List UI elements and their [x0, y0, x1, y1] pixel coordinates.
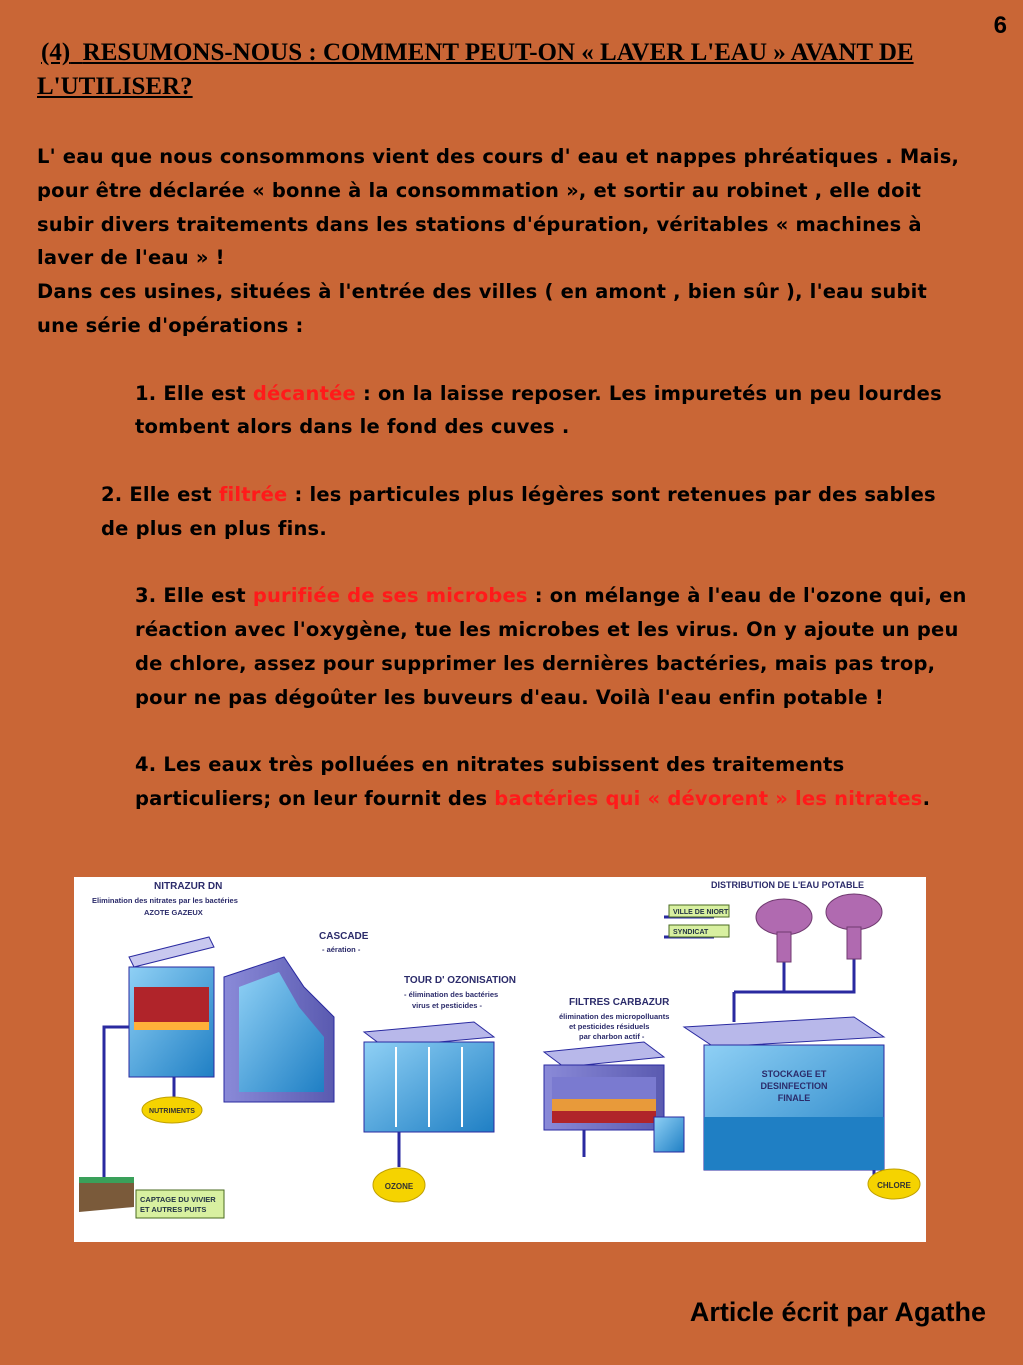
step-3-highlight: purifiée de ses microbes	[252, 584, 528, 608]
water-treatment-diagram	[74, 877, 926, 1242]
small-tank	[654, 1117, 684, 1152]
filtres-sub-3: par charbon actif -	[579, 1032, 645, 1041]
step-3-suffix: : on mélange à l'eau de l'ozone qui, en réaction avec l'oxygène, tue les microbes et les virus. On y ajoute un peu de chlore, assez pour supprimer les dernières bactéries, mais pas trop, pour ne pas dégoûter les buveurs d'eau. Voilà l'eau enfin potable !	[135, 584, 967, 709]
step-2	[37, 478, 967, 546]
tour-sub-2: virus et pesticides -	[412, 1001, 483, 1010]
svg-text:NUTRIMENTS: NUTRIMENTS	[149, 1108, 195, 1115]
chlore-badge	[868, 1169, 920, 1199]
step-4	[37, 748, 967, 816]
stockage-label-2: DESINFECTION	[760, 1081, 828, 1091]
syndicat-label: SYNDICAT	[673, 929, 709, 936]
step-1-highlight: décantée	[252, 381, 356, 405]
nitrazur-title: NITRAZUR DN	[154, 881, 223, 892]
captage	[79, 1177, 224, 1218]
azote-label: AZOTE GAZEUX	[144, 908, 203, 917]
captage-label-2: ET AUTRES PUITS	[140, 1205, 207, 1214]
cascade-title: CASCADE	[319, 931, 369, 942]
step-2-highlight: filtrée	[218, 482, 288, 506]
svg-text:OZONE: OZONE	[384, 1182, 414, 1191]
step-3-prefix: 3. Elle est	[135, 584, 253, 608]
step-1-suffix: : on la laisse reposer. Les impuretés un peu lourdes tombent alors dans le fond des cuves .	[135, 381, 942, 439]
cascade-sub: - aération -	[322, 945, 361, 954]
tour-sub-1: - élimination des bactéries	[404, 990, 499, 999]
captage-label-1: CAPTAGE DU VIVIER	[140, 1195, 216, 1204]
carbazur-filters	[544, 1042, 664, 1130]
step-2-suffix: : les particules plus légères sont retenues par des sables de plus en plus fins.	[101, 482, 936, 540]
ville-label: VILLE DE NIORT	[673, 909, 729, 916]
filtres-sub-1: élimination des micropolluants	[559, 1012, 670, 1021]
svg-text:CHLORE: CHLORE	[877, 1181, 911, 1190]
tour-title: TOUR D' OZONISATION	[404, 975, 517, 986]
title-text: RESUMONS-NOUS : COMMENT PEUT-ON « LAVER L'EAU » AVANT DE L'UTILISER?	[37, 39, 914, 100]
ozone-badge	[373, 1168, 425, 1202]
filtres-title: FILTRES CARBAZUR	[569, 997, 670, 1008]
stockage-label-1: STOCKAGE ET	[761, 1069, 827, 1079]
step-4-highlight: bactéries qui « dévorent » les nitrates	[494, 787, 923, 811]
distribution-labels	[669, 905, 729, 937]
step-4-prefix: 4. Les eaux très polluées en nitrates subissent des traitements particuliers; on leur fournit des	[135, 753, 845, 811]
stockage-label-3: FINALE	[777, 1093, 811, 1103]
article-body	[37, 140, 967, 816]
step-1	[37, 377, 967, 445]
intro-paragraph-1: L' eau que nous consommons vient des cours d' eau et nappes phréatiques . Mais, pour être déclarée « bonne à la consommation », et sortir au robinet , elle doit subir divers traitements dans les stations d'épuration, véritables « machines à laver de l'eau » !	[37, 145, 960, 270]
filtres-sub-2: et pesticides résiduels	[569, 1022, 650, 1031]
article-title	[37, 36, 987, 104]
nitrazur-tank	[129, 937, 214, 1077]
page-number: 6	[993, 12, 1007, 39]
step-4-suffix: .	[922, 787, 931, 811]
distribution-title: DISTRIBUTION DE L'EAU POTABLE	[711, 880, 864, 890]
step-1-prefix: 1. Elle est	[135, 381, 253, 405]
step-2-prefix: 2. Elle est	[101, 482, 219, 506]
author-credit: Article écrit par Agathe	[689, 1297, 986, 1327]
cascade	[224, 957, 334, 1102]
ozonation-tower	[364, 1022, 494, 1132]
water-towers	[756, 894, 882, 962]
title-number: (4)	[41, 39, 71, 66]
intro-paragraph-2: Dans ces usines, situées à l'entrée des villes ( en amont , bien sûr ), l'eau subit une série d'opérations :	[37, 280, 928, 337]
nitrazur-sub: Elimination des nitrates par les bactéries	[92, 896, 238, 905]
step-3	[37, 579, 967, 714]
nutriments-badge	[142, 1097, 202, 1123]
